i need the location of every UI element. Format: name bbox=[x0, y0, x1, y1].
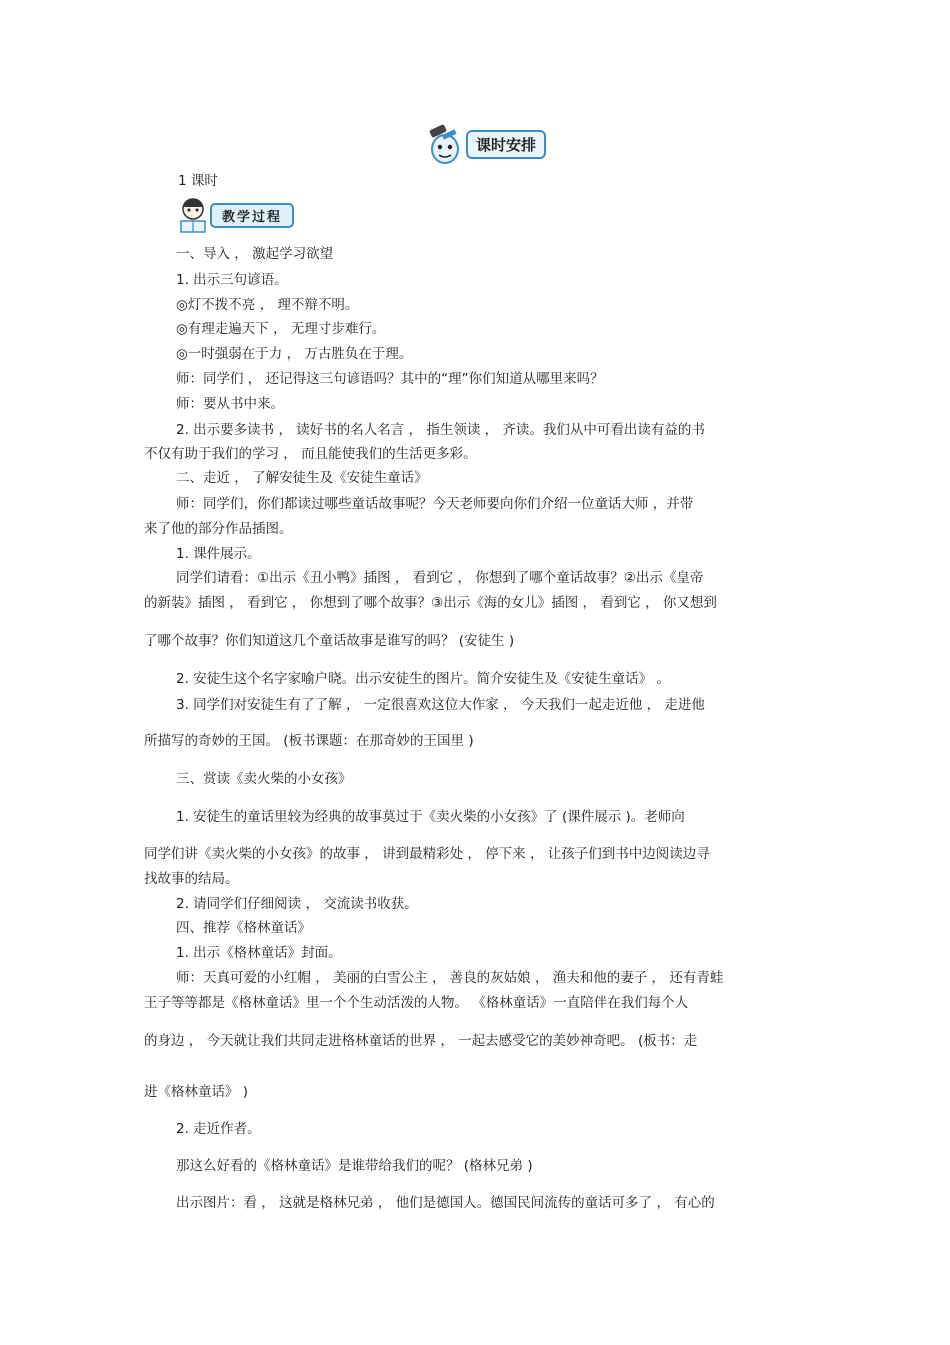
text-line: 师：同学们，你们都读过哪些童话故事呢？今天老师要向你们介绍一位童话大师 ，并带 bbox=[176, 496, 694, 512]
text-line: 了哪个故事？你们知道这几个童话故事是谁写的吗？ (安徒生 ) bbox=[144, 633, 515, 649]
text-line: 进《格林童话》 ) bbox=[144, 1084, 249, 1100]
title-badge bbox=[424, 123, 546, 165]
text-line: 1. 安徒生的童话里较为经典的故事莫过于《卖火柴的小女孩》了 (课件展示 )。老师向 bbox=[176, 809, 685, 825]
text-line: 2. 出示要多读书 ， 读好书的名人名言 ， 指生领读 ， 齐读。我们从中可看出读有益的书 bbox=[176, 422, 705, 438]
text-line: 同学们请看：①出示《丑小鸭》插图 ， 看到它 ， 你想到了哪个童话故事？②出示《皇帝 bbox=[176, 570, 704, 586]
text-line: ◎一时强弱在于力 ， 万古胜负在于理。 bbox=[176, 346, 413, 362]
text-line: 师：同学们 ， 还记得这三句谚语吗？其中的“理”你们知道从哪里来吗？ bbox=[176, 371, 604, 387]
text-line: 2. 安徒生这个名字家喻户晓。出示安徒生的图片。简介安徒生及《安徒生童话》 。 bbox=[176, 671, 670, 687]
text-line: 来了他的部分作品插图。 bbox=[144, 521, 293, 537]
text-line: 2. 请同学们仔细阅读 ， 交流读书收获。 bbox=[176, 896, 418, 912]
text-line: 找故事的结局。 bbox=[144, 871, 239, 887]
text-line: 二、走近 ， 了解安徒生及《安徒生童话》 bbox=[176, 470, 428, 486]
text-line: 一、导入 ， 激起学习欲望 bbox=[176, 246, 334, 262]
text-line: 不仅有助于我们的学习 ， 而且能使我们的生活更多彩。 bbox=[144, 446, 477, 462]
text-line: 1. 出示三句谚语。 bbox=[176, 272, 288, 288]
text-line: 所描写的奇妙的王国。 (板书课题：在那奇妙的王国里 ) bbox=[144, 733, 474, 749]
text-line: 同学们讲《卖火柴的小女孩》的故事 ， 讲到最精彩处 ， 停下来 ， 让孩子们到书中边阅读边寻 bbox=[144, 846, 710, 862]
student-reading-icon bbox=[176, 196, 210, 234]
text-line: 三、赏读《卖火柴的小女孩》 bbox=[176, 771, 352, 787]
section-title: 教学过程 bbox=[210, 203, 294, 228]
text-line: 师：要从书中来。 bbox=[176, 396, 284, 412]
text-line: 2. 走近作者。 bbox=[176, 1121, 261, 1137]
text-line: 的身边 ， 今天就让我们共同走进格林童话的世界 ， 一起去感受它的美妙神奇吧。 (板书：走 bbox=[144, 1033, 698, 1049]
page-title: 课时安排 bbox=[466, 130, 546, 159]
text-line: 的新装》插图 ， 看到它 ， 你想到了哪个故事？③出示《海的女儿》插图 ， 看到它 ， 你又想到 bbox=[144, 595, 717, 611]
mascot-icon bbox=[424, 123, 466, 165]
text-line: ◎有理走遍天下 ， 无理寸步难行。 bbox=[176, 321, 386, 337]
text-line: 3. 同学们对安徒生有了了解 ， 一定很喜欢这位大作家 ， 今天我们一起走近他 ， 走进他 bbox=[176, 697, 705, 713]
text-line: 王子等等都是《格林童话》里一个个生动活泼的人物。 《格林童话》一直陪伴在我们每个人 bbox=[144, 995, 689, 1011]
text-line: 那这么好看的《格林童话》是谁带给我们的呢？ (格林兄弟 ) bbox=[176, 1158, 533, 1174]
text-line: ◎灯不拨不亮 ， 理不辩不明。 bbox=[176, 297, 359, 313]
section-badge bbox=[176, 196, 294, 234]
text-line: 师：天真可爱的小红帽 ， 美丽的白雪公主 ， 善良的灰姑娘 ， 渔夫和他的妻子 ， 还有青蛙 bbox=[176, 970, 724, 986]
text-line: 1. 出示《格林童话》封面。 bbox=[176, 945, 342, 961]
text-line: 1. 课件展示。 bbox=[176, 546, 261, 562]
text-line: 四、推荐《格林童话》 bbox=[176, 920, 311, 936]
text-line: 出示图片：看 ， 这就是格林兄弟 ， 他们是德国人。德国民间流传的童话可多了 ， 有心的 bbox=[176, 1195, 715, 1211]
duration-text: 1 课时 bbox=[178, 173, 218, 189]
